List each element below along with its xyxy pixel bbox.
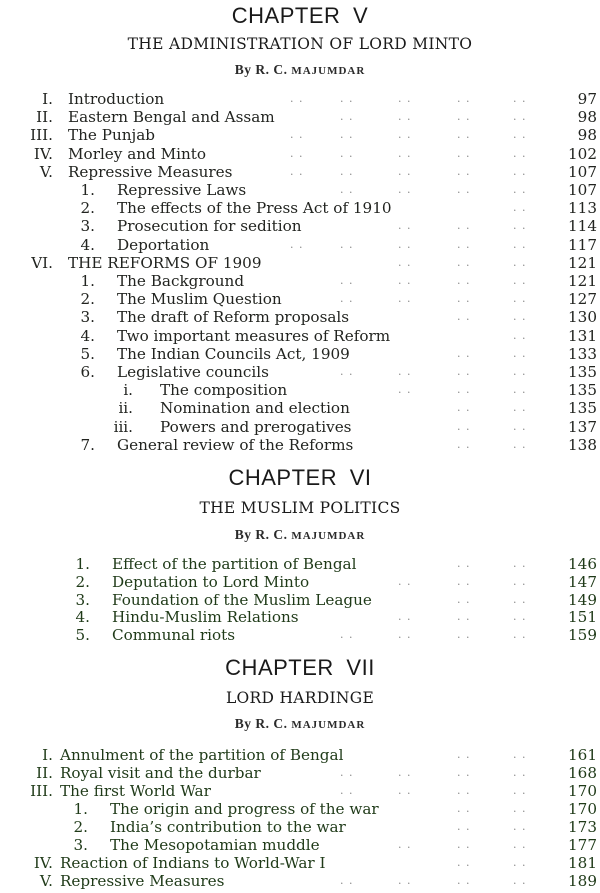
- toc-entry: [0, 90, 600, 108]
- chapter-5-byline: [0, 62, 600, 78]
- dot-leader: . .: [513, 628, 527, 642]
- dot-leader: . .: [340, 237, 354, 251]
- toc-entry: [0, 854, 600, 872]
- toc-entry-number: 3.: [73, 836, 88, 854]
- dot-leader: . .: [513, 128, 527, 142]
- toc-entry-number: II.: [36, 764, 53, 782]
- toc-entry: [0, 163, 600, 181]
- toc-entry-number: IV.: [33, 854, 53, 872]
- toc-entry-title[interactable]: Repressive Laws: [117, 181, 247, 199]
- dot-leader: . .: [290, 92, 304, 105]
- byline-author: MAJUMDAR: [291, 65, 366, 77]
- toc-entry: [0, 126, 600, 144]
- dot-leader: . .: [340, 164, 354, 178]
- dot-leader: . .: [457, 784, 471, 797]
- dot-leader: . .: [457, 274, 471, 287]
- toc-entry: [0, 199, 600, 217]
- dot-leader: . .: [513, 838, 527, 851]
- toc-entry-page-number[interactable]: 117: [568, 235, 597, 254]
- dot-leader: . .: [457, 292, 471, 306]
- dot-leader: . .: [340, 92, 354, 105]
- toc-entry-page-number[interactable]: 114: [568, 217, 597, 236]
- dot-leader: . .: [398, 110, 412, 124]
- dot-leader: . .: [457, 310, 471, 324]
- toc-entry-number: III.: [30, 126, 53, 145]
- toc-entry-page-number[interactable]: 121: [568, 272, 597, 290]
- toc-entry: [0, 591, 600, 609]
- toc-entry-title[interactable]: The first World War: [60, 782, 211, 800]
- toc-entry-page-number[interactable]: 135: [568, 363, 597, 381]
- toc-entry-page-number[interactable]: 121: [568, 253, 597, 272]
- dot-leader: . .: [398, 128, 412, 142]
- dot-leader: . .: [398, 383, 412, 397]
- toc-entry-number: 1.: [80, 272, 95, 290]
- toc-entry-number: 1.: [80, 181, 95, 199]
- toc-entry-page-number[interactable]: 113: [568, 199, 597, 218]
- toc-entry-page-number[interactable]: 147: [568, 572, 597, 591]
- dot-leader: . .: [513, 766, 527, 779]
- dot-leader: . .: [457, 748, 471, 761]
- toc-entry-number: 2.: [80, 290, 95, 309]
- dot-leader: . .: [513, 219, 527, 233]
- dot-leader: . .: [398, 164, 412, 178]
- dot-leader: . .: [398, 784, 412, 797]
- toc-entry: [0, 626, 600, 644]
- toc-entry-number: I.: [42, 746, 53, 764]
- dot-leader: . .: [457, 365, 471, 378]
- toc-entry-page-number[interactable]: 159: [568, 626, 597, 645]
- toc-entry-number: 1.: [75, 555, 90, 573]
- toc-entry-page-number[interactable]: 161: [568, 746, 597, 764]
- toc-entry-number: 4.: [75, 608, 90, 627]
- toc-entry-title[interactable]: The composition: [160, 381, 288, 400]
- dot-leader: . .: [457, 820, 471, 833]
- dot-leader: . .: [457, 346, 471, 360]
- toc-entry-title[interactable]: Repressive Measures: [60, 872, 225, 890]
- dot-leader: . .: [398, 146, 412, 160]
- toc-entry-title[interactable]: Royal visit and the durbar: [60, 764, 261, 782]
- dot-leader: . .: [513, 237, 527, 251]
- chapter-6-subtitle: THE MUSLIM POLITICS: [199, 499, 401, 517]
- toc-entry-page-number[interactable]: 149: [568, 590, 597, 609]
- dot-leader: . .: [457, 592, 471, 606]
- toc-entry-page-number[interactable]: 135: [568, 381, 597, 400]
- dot-leader: . .: [457, 183, 471, 196]
- dot-leader: . .: [398, 255, 412, 269]
- toc-entry-number: 5.: [75, 626, 90, 645]
- dot-leader: . .: [513, 328, 527, 342]
- toc-entry-title[interactable]: The Indian Councils Act, 1909: [117, 344, 350, 363]
- toc-entry: [0, 145, 600, 163]
- dot-leader: . .: [513, 310, 527, 324]
- toc-entry-number: iii.: [113, 417, 133, 436]
- byline-author: MAJUMDAR: [291, 530, 366, 542]
- toc-entry: [0, 800, 600, 818]
- dot-leader: . .: [513, 574, 527, 588]
- dot-leader: . .: [398, 183, 412, 196]
- toc-entry-number: 3.: [80, 217, 95, 236]
- toc-entry-title[interactable]: Deportation: [117, 235, 210, 254]
- dot-leader: . .: [513, 365, 527, 378]
- dot-leader: . .: [398, 292, 412, 306]
- toc-entry: [0, 418, 600, 436]
- toc-entry-title[interactable]: Hindu-Muslim Relations: [112, 608, 299, 627]
- toc-entry-title[interactable]: Foundation of the Muslim League: [112, 590, 372, 609]
- dot-leader: . .: [457, 838, 471, 851]
- dot-leader: . .: [398, 219, 412, 233]
- dot-leader: . .: [457, 802, 471, 815]
- dot-leader: . .: [513, 164, 527, 178]
- toc-entry-title[interactable]: The Mesopotamian muddle: [110, 836, 320, 854]
- toc-entry-page-number[interactable]: 102: [568, 144, 597, 163]
- toc-entry-page-number[interactable]: 189: [568, 872, 597, 890]
- dot-leader: . .: [398, 365, 412, 378]
- toc-entry: [0, 836, 600, 854]
- toc-entry: [0, 746, 600, 764]
- dot-leader: . .: [457, 766, 471, 779]
- dot-leader: . .: [457, 110, 471, 124]
- byline-prefix: By R. C.: [234, 527, 288, 542]
- toc-entry-number: ii.: [118, 399, 133, 418]
- dot-leader: . .: [340, 874, 354, 887]
- toc-entry-title[interactable]: Prosecution for sedition: [117, 217, 302, 236]
- dot-leader: . .: [340, 274, 354, 287]
- toc-entry-page-number[interactable]: 146: [568, 555, 597, 573]
- toc-entry: [0, 272, 600, 290]
- dot-leader: . .: [340, 628, 354, 642]
- dot-leader: . .: [290, 164, 304, 178]
- toc-entry-page-number[interactable]: 181: [568, 854, 597, 872]
- dot-leader: . .: [513, 183, 527, 196]
- dot-leader: . .: [457, 128, 471, 142]
- dot-leader: . .: [457, 383, 471, 397]
- dot-leader: . .: [513, 255, 527, 269]
- toc-entry-number: IV.: [33, 144, 53, 163]
- toc-entry-page-number[interactable]: 98: [577, 126, 597, 145]
- dot-leader: . .: [340, 784, 354, 797]
- toc-entry-number: V.: [39, 162, 53, 181]
- toc-entry-number: 2.: [73, 818, 88, 836]
- toc-entry-title[interactable]: Powers and prerogatives: [160, 417, 352, 436]
- toc-entry: [0, 363, 600, 381]
- dot-leader: . .: [457, 219, 471, 233]
- dot-leader: . .: [457, 146, 471, 160]
- dot-leader: . .: [290, 146, 304, 160]
- toc-entry-page-number[interactable]: 98: [577, 108, 597, 127]
- dot-leader: . .: [513, 874, 527, 887]
- toc-entry-page-number[interactable]: 127: [568, 290, 597, 309]
- byline-prefix: By R. C.: [234, 716, 288, 731]
- toc-entry-title[interactable]: The Background: [117, 272, 245, 290]
- toc-entry-title[interactable]: Introduction: [68, 90, 165, 108]
- toc-entry-title[interactable]: Two important measures of Reform: [117, 326, 391, 345]
- toc-entry-number: 3.: [80, 308, 95, 327]
- toc-entry-title[interactable]: Morley and Minto: [68, 144, 207, 163]
- toc-entry-title[interactable]: THE REFORMS OF 1909: [68, 253, 262, 272]
- dot-leader: . .: [457, 401, 471, 415]
- dot-leader: . .: [513, 346, 527, 360]
- toc-entry: [0, 608, 600, 626]
- dot-leader: . .: [513, 784, 527, 797]
- toc-entry-title[interactable]: Effect of the partition of Bengal: [112, 555, 357, 573]
- dot-leader: . .: [340, 365, 354, 378]
- toc-entry: [0, 381, 600, 399]
- dot-leader: . .: [398, 610, 412, 624]
- dot-leader: . .: [457, 437, 471, 451]
- toc-entry-number: V.: [39, 872, 53, 890]
- toc-entry-page-number[interactable]: 130: [568, 308, 597, 327]
- toc-entry-number: 5.: [80, 344, 95, 363]
- dot-leader: . .: [513, 383, 527, 397]
- dot-leader: . .: [513, 802, 527, 815]
- toc-entry-page-number[interactable]: 135: [568, 399, 597, 418]
- dot-leader: . .: [513, 437, 527, 451]
- chapter-6-title: CHAPTER VI: [228, 465, 372, 490]
- toc-entry-number: 1.: [73, 800, 88, 818]
- dot-leader: . .: [457, 856, 471, 869]
- dot-leader: . .: [457, 557, 471, 570]
- toc-entry-number: II.: [36, 108, 53, 127]
- toc-entry-page-number[interactable]: 170: [568, 800, 597, 818]
- toc-entry: [0, 181, 600, 199]
- dot-leader: . .: [457, 874, 471, 887]
- toc-entry-page-number[interactable]: 107: [568, 162, 597, 181]
- toc-entry-title[interactable]: India’s contribution to the war: [110, 818, 346, 836]
- toc-entry-title[interactable]: Repressive Measures: [68, 162, 233, 181]
- toc-entry-number: 4.: [80, 326, 95, 345]
- dot-leader: . .: [340, 128, 354, 142]
- dot-leader: . .: [457, 610, 471, 624]
- toc-entry: [0, 290, 600, 308]
- toc-entry: [0, 555, 600, 573]
- dot-leader: . .: [398, 574, 412, 588]
- toc-entry: [0, 764, 600, 782]
- dot-leader: . .: [457, 628, 471, 642]
- chapter-5-title: CHAPTER V: [231, 3, 369, 28]
- toc-entry-title[interactable]: Communal riots: [112, 626, 236, 645]
- toc-entry-number: 6.: [80, 363, 95, 381]
- dot-leader: . .: [457, 237, 471, 251]
- dot-leader: . .: [398, 237, 412, 251]
- dot-leader: . .: [457, 255, 471, 269]
- chapter-5-subtitle: THE ADMINISTRATION OF LORD MINTO: [127, 35, 473, 53]
- toc-entry-page-number[interactable]: 107: [568, 181, 597, 199]
- toc-entry: [0, 254, 600, 272]
- toc-entry-title[interactable]: General review of the Reforms: [117, 435, 354, 454]
- toc-entry-page-number[interactable]: 131: [568, 326, 597, 345]
- toc-entry-number: 4.: [80, 235, 95, 254]
- toc-entry-number: 3.: [75, 590, 90, 609]
- toc-entry-number: 2.: [80, 199, 95, 218]
- toc-entry: [0, 436, 600, 454]
- dot-leader: . .: [290, 128, 304, 142]
- dot-leader: . .: [513, 748, 527, 761]
- toc-entry-title[interactable]: Nomination and election: [160, 399, 350, 418]
- toc-entry-number: i.: [123, 381, 133, 400]
- dot-leader: . .: [513, 419, 527, 433]
- toc-entry: [0, 818, 600, 836]
- toc-entry-number: 2.: [75, 572, 90, 591]
- toc-entry-title[interactable]: The Muslim Question: [117, 290, 282, 309]
- dot-leader: . .: [457, 419, 471, 433]
- toc-entry-title[interactable]: The Punjab: [68, 126, 155, 145]
- dot-leader: . .: [513, 110, 527, 124]
- dot-leader: . .: [340, 292, 354, 306]
- toc-entry-title[interactable]: The origin and progress of the war: [110, 800, 379, 818]
- toc-entry-title[interactable]: Deputation to Lord Minto: [112, 572, 310, 591]
- dot-leader: . .: [513, 201, 527, 215]
- toc-entry: [0, 782, 600, 800]
- dot-leader: . .: [513, 401, 527, 415]
- toc-entry-number: III.: [30, 782, 53, 800]
- toc-entry-page-number[interactable]: 137: [568, 417, 597, 436]
- dot-leader: . .: [398, 838, 412, 851]
- chapter-7-title: CHAPTER VII: [225, 655, 375, 680]
- toc-entry-number: 7.: [80, 435, 95, 454]
- dot-leader: . .: [398, 766, 412, 779]
- dot-leader: . .: [290, 237, 304, 251]
- dot-leader: . .: [513, 92, 527, 105]
- byline-author: MAJUMDAR: [291, 719, 366, 731]
- toc-entry-page-number[interactable]: 133: [568, 344, 597, 363]
- toc-entry: [0, 217, 600, 235]
- toc-entry: [0, 236, 600, 254]
- dot-leader: . .: [457, 574, 471, 588]
- dot-leader: . .: [398, 274, 412, 287]
- dot-leader: . .: [340, 110, 354, 124]
- dot-leader: . .: [513, 274, 527, 287]
- dot-leader: . .: [457, 164, 471, 178]
- toc-entry: [0, 327, 600, 345]
- toc-entry-title[interactable]: Legislative councils: [117, 363, 269, 381]
- dot-leader: . .: [340, 183, 354, 196]
- dot-leader: . .: [513, 820, 527, 833]
- toc-entry-page-number[interactable]: 138: [568, 435, 597, 454]
- dot-leader: . .: [513, 856, 527, 869]
- toc-entry-page-number[interactable]: 170: [568, 782, 597, 800]
- dot-leader: . .: [513, 146, 527, 160]
- toc-entry-page-number[interactable]: 173: [568, 818, 597, 836]
- toc-entry-title[interactable]: The draft of Reform proposals: [117, 308, 350, 327]
- dot-leader: . .: [398, 874, 412, 887]
- toc-entry: [0, 872, 600, 890]
- toc-entry-page-number[interactable]: 97: [577, 90, 597, 108]
- chapter-7-subtitle: LORD HARDINGE: [225, 689, 375, 707]
- dot-leader: . .: [340, 146, 354, 160]
- toc-entry: [0, 345, 600, 363]
- toc-entry-page-number[interactable]: 151: [568, 608, 597, 627]
- dot-leader: . .: [340, 766, 354, 779]
- chapter-6-byline: [0, 527, 600, 543]
- toc-entry-number: I.: [42, 90, 53, 108]
- dot-leader: . .: [513, 592, 527, 606]
- toc-entry-title[interactable]: Annulment of the partition of Bengal: [60, 746, 344, 764]
- dot-leader: . .: [398, 628, 412, 642]
- dot-leader: . .: [398, 92, 412, 105]
- toc-entry: [0, 108, 600, 126]
- toc-entry-title[interactable]: Reaction of Indians to World-War I: [60, 854, 326, 872]
- chapter-7-byline: [0, 716, 600, 732]
- toc-entry: [0, 573, 600, 591]
- byline-prefix: By R. C.: [234, 62, 288, 77]
- toc-entry-title[interactable]: The effects of the Press Act of 1910: [117, 199, 392, 218]
- dot-leader: . .: [513, 292, 527, 306]
- dot-leader: . .: [457, 92, 471, 105]
- dot-leader: . .: [513, 610, 527, 624]
- toc-entry-page-number[interactable]: 168: [568, 764, 597, 782]
- toc-entry-title[interactable]: Eastern Bengal and Assam: [68, 108, 275, 127]
- toc-entry-number: VI.: [31, 253, 53, 272]
- toc-entry: [0, 308, 600, 326]
- toc-entry: [0, 399, 600, 417]
- toc-entry-page-number[interactable]: 177: [568, 836, 597, 854]
- dot-leader: . .: [513, 557, 527, 570]
